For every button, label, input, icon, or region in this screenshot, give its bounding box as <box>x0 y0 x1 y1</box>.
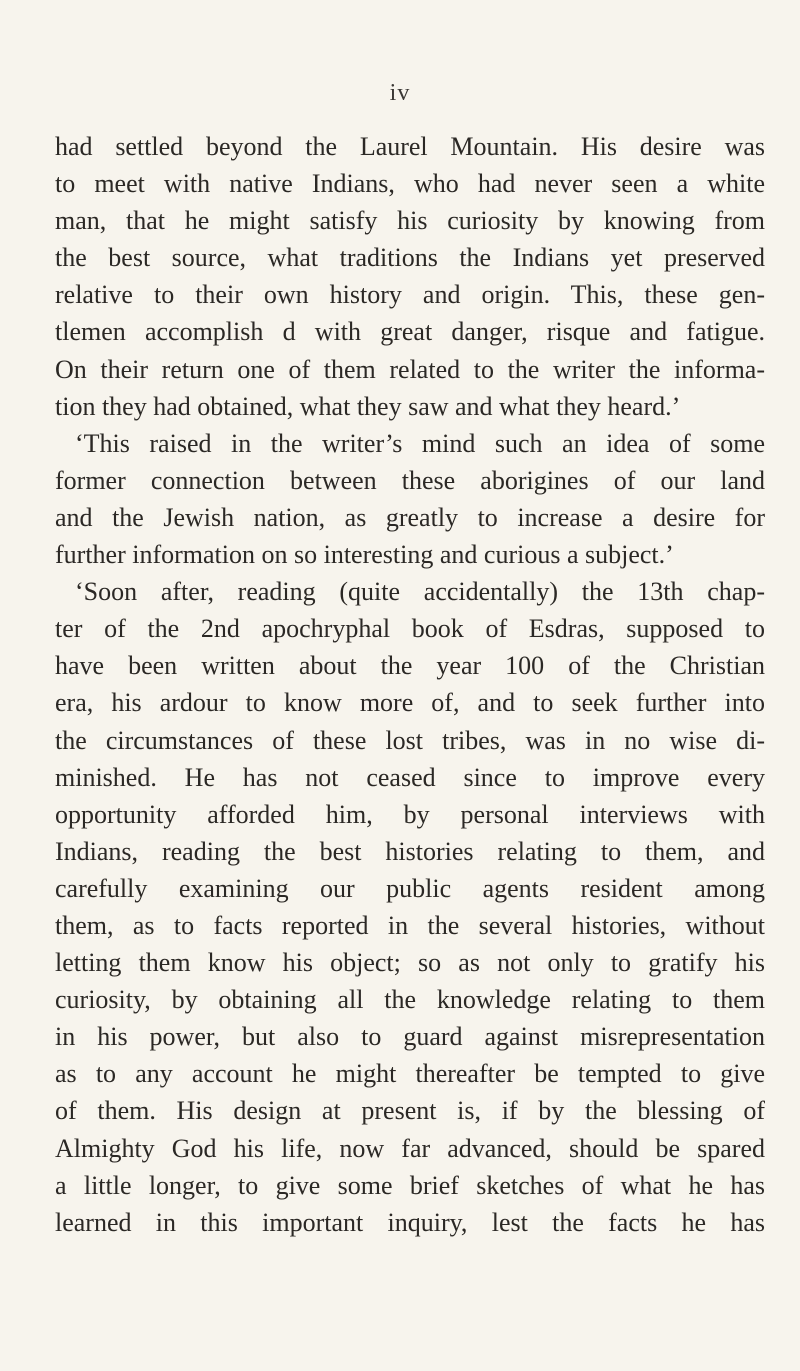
text-line: have been written about the year 100 of the Christian <box>55 651 765 681</box>
text-line: carefully examining our public agents resident among <box>55 873 765 903</box>
text-line: them, as to facts reported in the several histories, without <box>55 910 765 940</box>
text-line: a little longer, to give some brief sketches of what he has <box>55 1170 765 1200</box>
text-line: tion they had obtained, what they saw and what they heard.’ <box>55 391 681 421</box>
text-line: the circumstances of these lost tribes, was in no wise di- <box>55 725 765 755</box>
text-line: era, his ardour to know more of, and to seek further into <box>55 688 765 718</box>
text-line: ter of the 2nd apochryphal book of Esdras, supposed to <box>55 614 765 644</box>
text-line: ‘This raised in the writer’s mind such an idea of some <box>75 428 765 458</box>
text-line: opportunity afforded him, by personal interviews with <box>55 799 765 829</box>
text-line: On their return one of them related to the writer the informa- <box>55 354 765 384</box>
text-line: Indians, reading the best histories relating to them, and <box>55 836 765 866</box>
text-line: curiosity, by obtaining all the knowledge relating to them <box>55 985 765 1015</box>
text-line: ‘Soon after, reading (quite accidentally) the 13th chap- <box>75 577 765 607</box>
text-line: of them. His design at present is, if by the blessing of <box>55 1096 765 1126</box>
text-line: as to any account he might thereafter be tempted to give <box>55 1059 765 1089</box>
text-line: learned in this important inquiry, lest the facts he has <box>55 1207 765 1237</box>
text-line: had settled beyond the Laurel Mountain. His desire was <box>55 132 765 161</box>
text-line: Almighty God his life, now far advanced, should be spared <box>55 1133 765 1163</box>
page-number: iv <box>389 80 411 106</box>
text-line: the best source, what traditions the Indians yet preserved <box>55 243 765 273</box>
text-line: to meet with native Indians, who had never seen a white <box>55 169 765 199</box>
text-line: minished. He has not ceased since to improve every <box>55 762 765 792</box>
text-line: former connection between these aborigines of our land <box>55 465 765 495</box>
body-text <box>55 128 765 1241</box>
text-line: further information on so interesting and curious a subject.’ <box>55 540 674 570</box>
text-line: relative to their own history and origin. This, these gen- <box>55 280 765 310</box>
text-line: in his power, but also to guard against misrepresentation <box>55 1022 765 1052</box>
text-line: letting them know his object; so as not only to gratify his <box>55 948 765 978</box>
text-line: man, that he might satisfy his curiosity by knowing from <box>55 206 765 236</box>
text-line: tlemen accomplish d with great danger, risque and fatigue. <box>55 317 765 347</box>
text-line: and the Jewish nation, as greatly to increase a desire for <box>55 502 765 532</box>
